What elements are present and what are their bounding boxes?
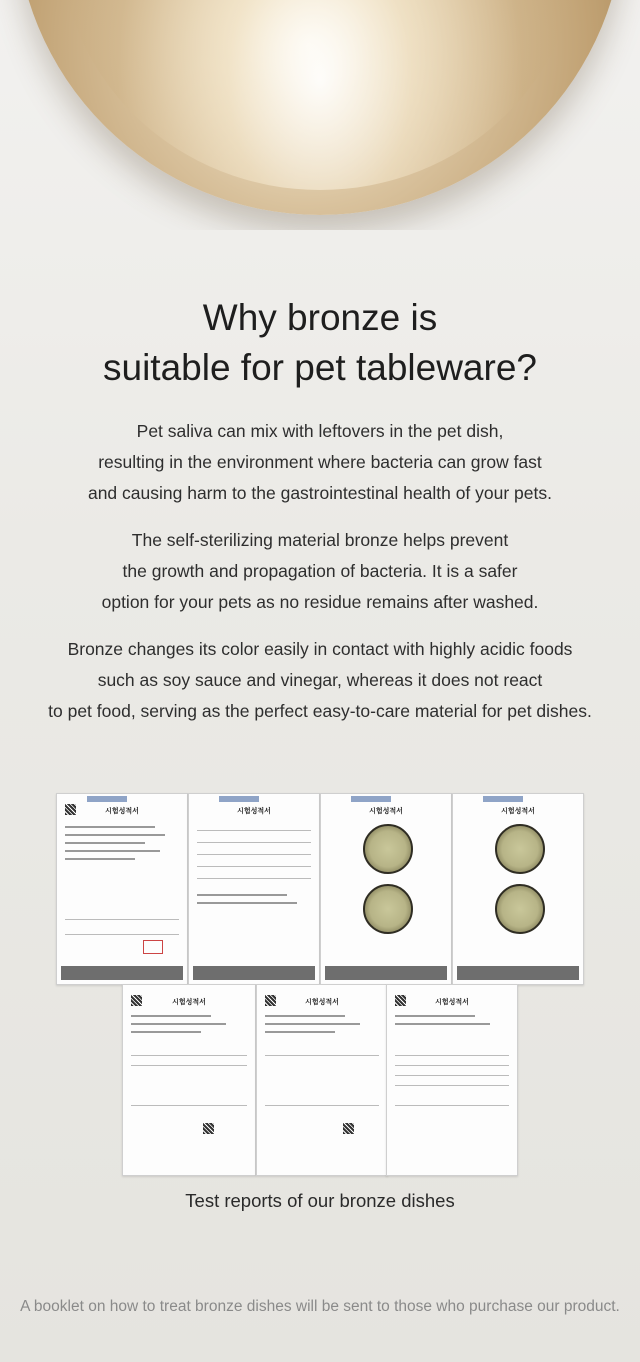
paragraph-line: Bronze changes its color easily in contact with highly acidic foods <box>67 639 573 659</box>
paragraph-line: resulting in the environment where bacteria can grow fast <box>98 452 542 472</box>
petri-dish-photo <box>495 824 545 874</box>
test-report-document: 시험성적서 <box>320 793 452 985</box>
test-report-document: 시험성적서 <box>256 984 388 1176</box>
title-line-1: Why bronze is <box>202 296 438 338</box>
seal-stamp <box>143 940 163 954</box>
paragraph-line: to pet food, serving as the perfect easy-to-care material for pet dishes. <box>48 701 592 721</box>
paragraph-line: The self-sterilizing material bronze helps prevent <box>131 530 509 550</box>
bowl-highlight <box>60 0 580 190</box>
paragraph-sterilizing <box>0 525 640 618</box>
section-title <box>0 293 640 393</box>
booklet-note: A booklet on how to treat bronze dishes will be sent to those who purchase our product. <box>20 1298 620 1315</box>
qr-code-icon <box>343 1123 354 1134</box>
paragraph-saliva <box>0 416 640 509</box>
reports-caption: Test reports of our bronze dishes <box>185 1190 455 1211</box>
test-report-document: 시험성적서 <box>188 793 320 985</box>
paragraph-color-change <box>0 634 640 727</box>
petri-dish-photo <box>363 884 413 934</box>
test-report-document: 시험성적서 <box>122 984 256 1176</box>
title-line-2: suitable for pet tableware? <box>103 346 537 388</box>
paragraph-line: the growth and propagation of bacteria. It is a safer <box>122 561 518 581</box>
qr-code-icon <box>203 1123 214 1134</box>
paragraph-line: and causing harm to the gastrointestinal health of your pets. <box>87 483 553 503</box>
bronze-bowl-image <box>0 0 640 230</box>
petri-dish-photo <box>363 824 413 874</box>
test-report-document: 시험성적서 <box>56 793 188 985</box>
petri-dish-photo <box>495 884 545 934</box>
paragraph-line: such as soy sauce and vinegar, whereas it does not react <box>97 670 543 690</box>
paragraph-line: Pet saliva can mix with leftovers in the pet dish, <box>136 421 504 441</box>
test-report-document: 시험성적서 <box>452 793 584 985</box>
test-report-document: 시험성적서 <box>386 984 518 1176</box>
test-reports-image <box>56 791 586 1176</box>
paragraph-line: option for your pets as no residue remains after washed. <box>101 592 539 612</box>
